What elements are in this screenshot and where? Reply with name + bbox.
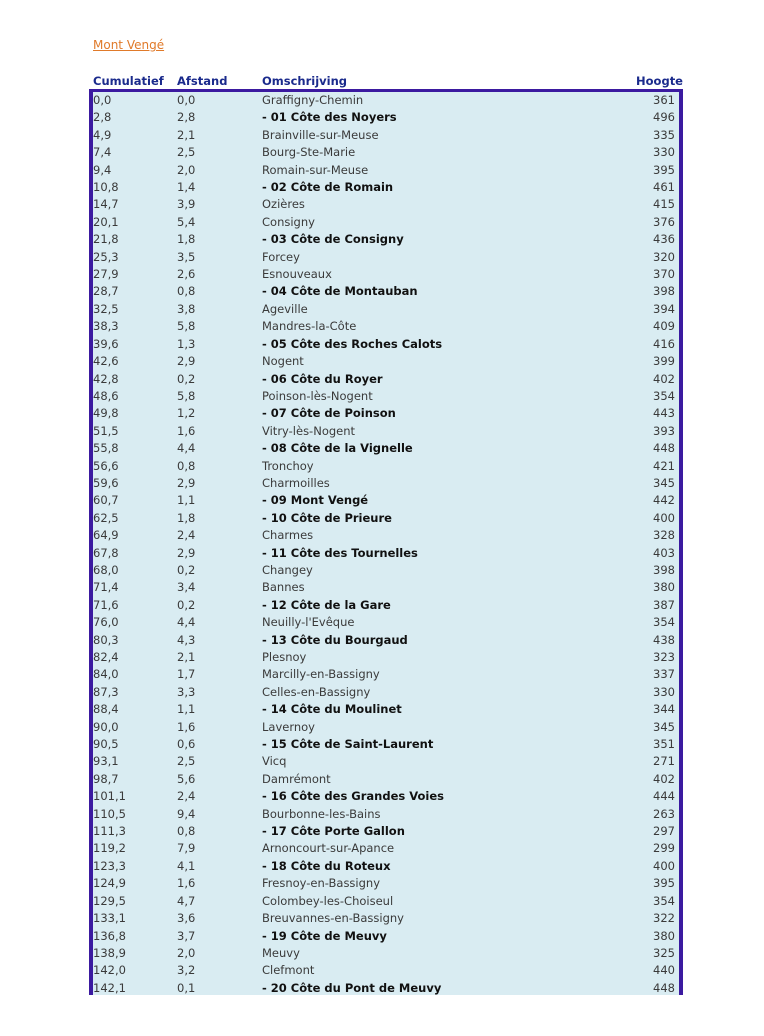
cell-hoogte: 345 [653,719,675,734]
cell-cumulatief: 60,7 [93,493,119,508]
climb-row [93,441,679,458]
cell-hoogte: 395 [653,162,675,177]
cell-cumulatief: 38,3 [93,319,119,334]
cell-omschrijving: - 19 Côte de Meuvy [262,928,387,943]
cell-afstand: 1,2 [177,406,196,421]
cell-hoogte: 380 [653,928,675,943]
cell-cumulatief: 129,5 [93,893,126,908]
cell-cumulatief: 98,7 [93,771,119,786]
cell-hoogte: 328 [653,528,675,543]
cell-omschrijving: Mandres-la-Côte [262,319,357,334]
cell-omschrijving: - 12 Côte de la Gare [262,597,391,612]
cell-hoogte: 398 [653,284,675,299]
table-row [93,528,679,545]
table-row [93,459,679,476]
table-row [93,650,679,667]
table-row [93,754,679,771]
cell-omschrijving: Charmes [262,528,314,543]
cell-afstand: 5,8 [177,319,196,334]
climb-row [93,372,679,389]
title-link[interactable]: Mont Vengé [93,38,165,52]
cell-afstand: 1,8 [177,510,196,525]
cell-afstand: 0,8 [177,458,196,473]
climb-row [93,337,679,354]
climb-row [93,824,679,841]
cell-cumulatief: 20,1 [93,214,119,229]
cell-afstand: 1,6 [177,876,196,891]
cell-omschrijving: Plesnoy [262,650,307,664]
cell-afstand: 0,8 [177,824,196,839]
cell-hoogte: 438 [653,632,675,647]
table-row [93,424,679,441]
cell-hoogte: 387 [653,597,675,612]
cell-cumulatief: 84,0 [93,667,119,682]
table-row [93,772,679,789]
table-row [93,197,679,214]
table-row [93,354,679,371]
cell-omschrijving: Ozières [262,197,305,212]
cell-hoogte: 299 [653,841,675,856]
cell-hoogte: 444 [653,789,675,804]
cell-afstand: 2,9 [177,354,196,369]
cell-omschrijving: Damrémont [262,771,331,786]
cell-cumulatief: 101,1 [93,789,126,804]
cell-afstand: 0,1 [177,980,196,995]
cell-hoogte: 376 [653,214,675,229]
cell-hoogte: 403 [653,545,675,560]
cell-cumulatief: 136,8 [93,928,126,943]
cell-omschrijving: Forcey [262,249,300,264]
climb-row [93,546,679,563]
cell-omschrijving: - 03 Côte de Consigny [262,232,404,247]
table-row [93,163,679,180]
cell-hoogte: 461 [653,180,675,195]
table-row [93,667,679,684]
cell-cumulatief: 27,9 [93,267,119,282]
table-row [93,807,679,824]
cell-afstand: 1,6 [177,719,196,734]
cell-omschrijving: Breuvannes-en-Bassigny [262,911,404,926]
table-row [93,720,679,737]
table-row [93,145,679,162]
cell-omschrijving: Tronchoy [262,458,314,473]
cell-hoogte: 393 [653,423,675,438]
cell-hoogte: 421 [653,458,675,473]
cell-omschrijving: - 08 Côte de la Vignelle [262,441,413,456]
cell-hoogte: 345 [653,475,675,490]
cell-afstand: 5,4 [177,214,196,229]
cell-omschrijving: Vicq [262,754,287,769]
cell-cumulatief: 10,8 [93,180,119,195]
cell-omschrijving: - 18 Côte du Roteux [262,858,391,873]
cell-hoogte: 354 [653,615,675,630]
cell-cumulatief: 68,0 [93,562,119,577]
table-row [93,580,679,597]
cell-afstand: 2,0 [177,945,196,960]
cell-hoogte: 436 [653,232,675,247]
cell-omschrijving: - 04 Côte de Montauban [262,284,418,299]
climb-row [93,737,679,754]
cell-hoogte: 409 [653,319,675,334]
cell-cumulatief: 42,8 [93,371,119,386]
table-row [93,563,679,580]
cell-omschrijving: - 17 Côte Porte Gallon [262,824,405,839]
cell-hoogte: 370 [653,267,675,282]
cell-afstand: 1,7 [177,667,196,682]
cell-omschrijving: - 13 Côte du Bourgaud [262,632,408,647]
cell-cumulatief: 119,2 [93,841,126,856]
table-row [93,215,679,232]
climb-row [93,598,679,615]
column-header-afstand: Afstand [177,74,228,88]
cell-hoogte: 263 [653,806,675,821]
cell-cumulatief: 88,4 [93,702,119,717]
cell-cumulatief: 87,3 [93,684,119,699]
table-row [93,946,679,963]
cell-afstand: 2,5 [177,754,196,769]
cell-omschrijving: Changey [262,562,313,577]
climb-row [93,859,679,876]
cell-hoogte: 443 [653,406,675,421]
cell-hoogte: 330 [653,145,675,160]
table-row [93,93,679,110]
cell-cumulatief: 28,7 [93,284,119,299]
climb-row [93,284,679,301]
climb-row [93,929,679,946]
climb-row [93,406,679,423]
cell-hoogte: 323 [653,650,675,664]
cell-omschrijving: Colombey-les-Choiseul [262,893,394,908]
cell-hoogte: 440 [653,963,675,978]
cell-omschrijving: Arnoncourt-sur-Apance [262,841,395,856]
cell-cumulatief: 142,1 [93,980,126,995]
cell-afstand: 2,1 [177,650,196,664]
cell-afstand: 4,4 [177,615,196,630]
cell-omschrijving: Marcilly-en-Bassigny [262,667,380,682]
cell-omschrijving: - 11 Côte des Tournelles [262,545,418,560]
cell-afstand: 0,8 [177,284,196,299]
cell-omschrijving: Brainville-sur-Meuse [262,127,379,142]
cell-afstand: 2,4 [177,528,196,543]
table-row [93,267,679,284]
cell-cumulatief: 7,4 [93,145,112,160]
cell-afstand: 1,3 [177,336,196,351]
table-row [93,841,679,858]
cell-omschrijving: Bourbonne-les-Bains [262,806,381,821]
cell-cumulatief: 56,6 [93,458,119,473]
cell-afstand: 3,4 [177,580,196,595]
table-row [93,128,679,145]
cell-cumulatief: 59,6 [93,475,119,490]
cell-cumulatief: 67,8 [93,545,119,560]
cell-omschrijving: Neuilly-l'Evêque [262,615,355,630]
table-row [93,302,679,319]
climb-row [93,180,679,197]
cell-hoogte: 402 [653,771,675,786]
cell-cumulatief: 9,4 [93,162,112,177]
cell-omschrijving: - 16 Côte des Grandes Voies [262,789,445,804]
cell-omschrijving: Romain-sur-Meuse [262,162,369,177]
cell-cumulatief: 111,3 [93,824,126,839]
cell-hoogte: 395 [653,876,675,891]
cell-afstand: 0,2 [177,562,196,577]
route-table-body [93,93,679,998]
cell-afstand: 3,2 [177,963,196,978]
cell-afstand: 5,8 [177,388,196,403]
cell-cumulatief: 71,6 [93,597,119,612]
cell-afstand: 2,9 [177,475,196,490]
cell-hoogte: 361 [653,93,675,107]
cell-afstand: 3,5 [177,249,196,264]
cell-afstand: 2,1 [177,127,196,142]
table-row [93,250,679,267]
cell-hoogte: 399 [653,354,675,369]
cell-afstand: 4,3 [177,632,196,647]
table-row [93,911,679,928]
cell-cumulatief: 4,9 [93,127,112,142]
cell-cumulatief: 48,6 [93,388,119,403]
cell-cumulatief: 142,0 [93,963,126,978]
cell-afstand: 1,4 [177,180,196,195]
cell-omschrijving: - 09 Mont Vengé [262,493,369,508]
climb-row [93,789,679,806]
cell-hoogte: 271 [653,754,675,769]
cell-cumulatief: 49,8 [93,406,119,421]
climb-row [93,511,679,528]
cell-cumulatief: 39,6 [93,336,119,351]
cell-omschrijving: Bannes [262,580,305,595]
cell-afstand: 3,7 [177,928,196,943]
cell-hoogte: 337 [653,667,675,682]
cell-afstand: 1,6 [177,423,196,438]
cell-hoogte: 330 [653,684,675,699]
cell-cumulatief: 71,4 [93,580,119,595]
cell-afstand: 4,4 [177,441,196,456]
cell-hoogte: 325 [653,945,675,960]
cell-afstand: 3,6 [177,911,196,926]
cell-cumulatief: 138,9 [93,945,126,960]
cell-omschrijving: - 14 Côte du Moulinet [262,702,402,717]
cell-afstand: 0,2 [177,371,196,386]
cell-hoogte: 400 [653,510,675,525]
cell-omschrijving: Graffigny-Chemin [262,93,364,107]
cell-hoogte: 402 [653,371,675,386]
table-header [93,74,685,90]
climb-row [93,702,679,719]
cell-hoogte: 320 [653,249,675,264]
column-header-hoogte: Hoogte [636,74,683,88]
cell-cumulatief: 32,5 [93,301,119,316]
cell-cumulatief: 80,3 [93,632,119,647]
cell-cumulatief: 0,0 [93,93,112,107]
cell-afstand: 2,8 [177,110,196,125]
cell-cumulatief: 110,5 [93,806,126,821]
cell-afstand: 0,2 [177,597,196,612]
cell-afstand: 1,1 [177,702,196,717]
cell-cumulatief: 55,8 [93,441,119,456]
cell-omschrijving: - 10 Côte de Prieure [262,510,392,525]
table-row [93,876,679,893]
climb-row [93,493,679,510]
cell-cumulatief: 82,4 [93,650,119,664]
climb-row [93,110,679,127]
cell-afstand: 2,4 [177,789,196,804]
cell-hoogte: 380 [653,580,675,595]
table-row [93,319,679,336]
cell-cumulatief: 2,8 [93,110,112,125]
cell-omschrijving: - 20 Côte du Pont de Meuvy [262,980,442,995]
cell-hoogte: 415 [653,197,675,212]
cell-afstand: 1,1 [177,493,196,508]
cell-omschrijving: Consigny [262,214,315,229]
cell-omschrijving: Celles-en-Bassigny [262,684,371,699]
cell-hoogte: 344 [653,702,675,717]
table-row [93,894,679,911]
cell-afstand: 9,4 [177,806,196,821]
cell-hoogte: 448 [653,980,675,995]
cell-cumulatief: 93,1 [93,754,119,769]
climb-row [93,981,679,998]
cell-afstand: 3,9 [177,197,196,212]
cell-omschrijving: Lavernoy [262,719,315,734]
cell-hoogte: 398 [653,562,675,577]
cell-hoogte: 496 [653,110,675,125]
cell-omschrijving: - 05 Côte des Roches Calots [262,336,443,351]
cell-cumulatief: 14,7 [93,197,119,212]
cell-omschrijving: - 06 Côte du Royer [262,371,383,386]
cell-afstand: 0,0 [177,93,196,107]
cell-afstand: 2,6 [177,267,196,282]
table-row [93,476,679,493]
cell-omschrijving: Meuvy [262,945,300,960]
cell-hoogte: 354 [653,388,675,403]
cell-hoogte: 297 [653,824,675,839]
cell-hoogte: 335 [653,127,675,142]
column-header-omschrijving: Omschrijving [262,74,348,88]
cell-hoogte: 400 [653,858,675,873]
climb-row [93,633,679,650]
table-row [93,685,679,702]
cell-afstand: 2,5 [177,145,196,160]
cell-omschrijving: Esnouveaux [262,267,332,282]
cell-omschrijving: Fresnoy-en-Bassigny [262,876,381,891]
table-row [93,389,679,406]
cell-cumulatief: 51,5 [93,423,119,438]
cell-afstand: 3,8 [177,301,196,316]
cell-omschrijving: Charmoilles [262,475,330,490]
cell-cumulatief: 76,0 [93,615,119,630]
cell-hoogte: 322 [653,911,675,926]
climb-row [93,232,679,249]
column-header-cumulatief: Cumulatief [93,74,164,88]
cell-cumulatief: 90,5 [93,737,119,752]
cell-hoogte: 354 [653,893,675,908]
cell-cumulatief: 123,3 [93,858,126,873]
cell-afstand: 7,9 [177,841,196,856]
cell-afstand: 5,6 [177,771,196,786]
cell-afstand: 1,8 [177,232,196,247]
cell-cumulatief: 25,3 [93,249,119,264]
cell-cumulatief: 133,1 [93,911,126,926]
cell-omschrijving: - 15 Côte de Saint-Laurent [262,737,434,752]
cell-cumulatief: 64,9 [93,528,119,543]
cell-omschrijving: Nogent [262,354,304,369]
cell-omschrijving: - 02 Côte de Romain [262,180,394,195]
cell-hoogte: 394 [653,301,675,316]
cell-afstand: 2,0 [177,162,196,177]
cell-afstand: 0,6 [177,737,196,752]
cell-hoogte: 416 [653,336,675,351]
cell-hoogte: 351 [653,737,675,752]
cell-omschrijving: Poinson-lès-Nogent [262,388,373,403]
cell-cumulatief: 21,8 [93,232,119,247]
table-row [93,615,679,632]
cell-cumulatief: 90,0 [93,719,119,734]
cell-hoogte: 448 [653,441,675,456]
cell-omschrijving: Bourg-Ste-Marie [262,145,356,160]
cell-cumulatief: 62,5 [93,510,119,525]
cell-omschrijving: Ageville [262,301,308,316]
cell-omschrijving: Vitry-lès-Nogent [262,423,356,438]
cell-omschrijving: Clefmont [262,963,315,978]
cell-afstand: 3,3 [177,684,196,699]
cell-cumulatief: 42,6 [93,354,119,369]
table-row [93,963,679,980]
cell-omschrijving: - 01 Côte des Noyers [262,110,397,125]
cell-afstand: 2,9 [177,545,196,560]
cell-hoogte: 442 [653,493,675,508]
cell-cumulatief: 124,9 [93,876,126,891]
cell-afstand: 4,7 [177,893,196,908]
cell-omschrijving: - 07 Côte de Poinson [262,406,396,421]
route-table [89,89,683,995]
cell-afstand: 4,1 [177,858,196,873]
